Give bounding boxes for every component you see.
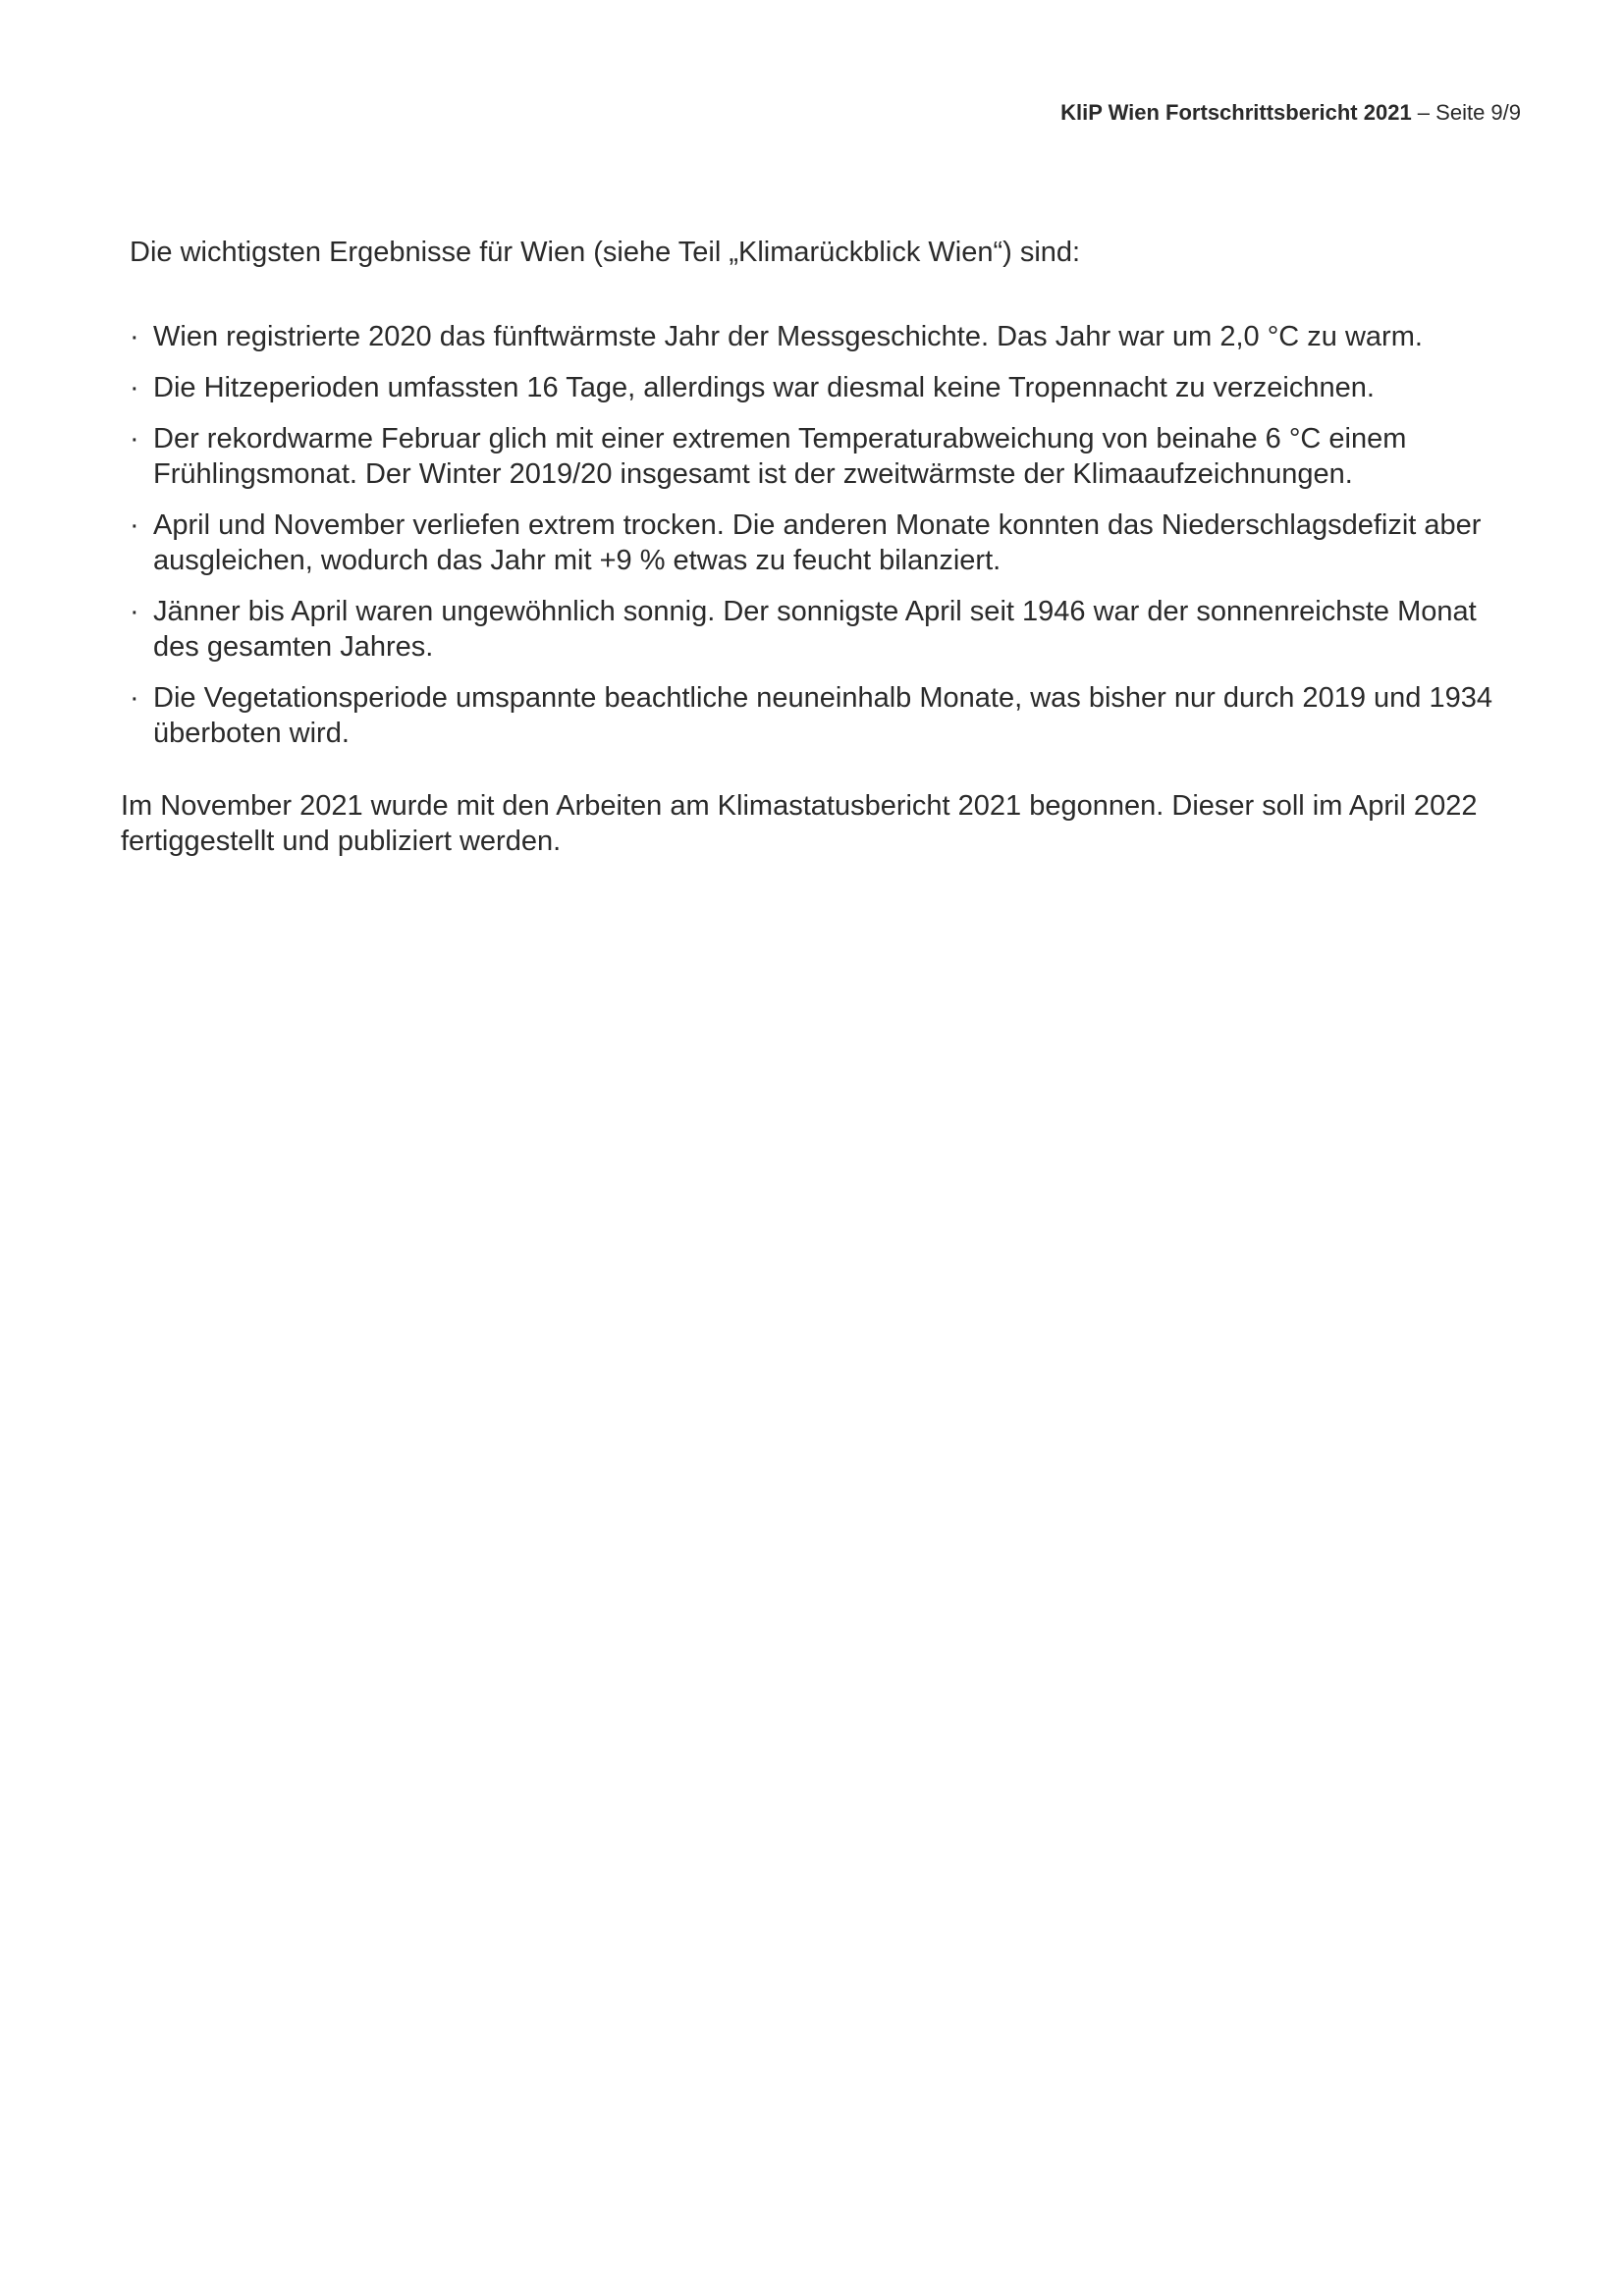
page-content (121, 235, 1495, 859)
list-item-text: Die Hitzeperioden umfassten 16 Tage, allerdings war diesmal keine Tropennacht zu verzeichnen. (153, 372, 1375, 403)
header-separator: – (1411, 100, 1436, 125)
list-item (121, 319, 1495, 354)
list-item-text: Die Vegetationsperiode umspannte beachtliche neuneinhalb Monate, was bisher nur durch 2019 und 1934 überboten wird. (153, 682, 1492, 749)
page-header (1060, 98, 1521, 128)
list-item-text: Der rekordwarme Februar glich mit einer extremen Temperaturabweichung von beinahe 6 °C einem Frühlingsmonat. Der Winter 2019/20 insgesamt ist der zweitwärmste der Klimaaufzeichnungen. (153, 423, 1407, 490)
bullet-icon: · (130, 596, 139, 627)
bullet-icon: · (130, 321, 139, 352)
results-list (121, 319, 1495, 751)
document-title: KliP Wien Fortschrittsbericht 2021 (1060, 100, 1412, 125)
list-item-text: Jänner bis April waren ungewöhnlich sonnig. Der sonnigste April seit 1946 war der sonnenreichste Monat des gesamten Jahres. (153, 596, 1477, 663)
bullet-icon: · (130, 509, 139, 541)
list-item (121, 370, 1495, 405)
intro-paragraph: Die wichtigsten Ergebnisse für Wien (siehe Teil „Klimarückblick Wien“) sind: (130, 237, 1081, 268)
list-item (121, 680, 1495, 751)
bullet-icon: · (130, 682, 139, 714)
list-item (121, 421, 1495, 492)
list-item (121, 594, 1495, 665)
list-item-text: April und November verliefen extrem trocken. Die anderen Monate konnten das Niederschlagsdefizit aber ausgleichen, wodurch das Jahr mit +9 % etwas zu feucht bilanziert. (153, 509, 1482, 576)
list-item-text: Wien registrierte 2020 das fünftwärmste Jahr der Messgeschichte. Das Jahr war um 2,0 °C zu warm. (153, 321, 1423, 352)
bullet-icon: · (130, 423, 139, 454)
closing-paragraph: Im November 2021 wurde mit den Arbeiten am Klimastatusbericht 2021 begonnen. Dieser soll im April 2022 fertiggestellt und publiziert werden. (121, 790, 1478, 857)
page-number: Seite 9/9 (1435, 100, 1521, 125)
list-item (121, 507, 1495, 578)
bullet-icon: · (130, 372, 139, 403)
